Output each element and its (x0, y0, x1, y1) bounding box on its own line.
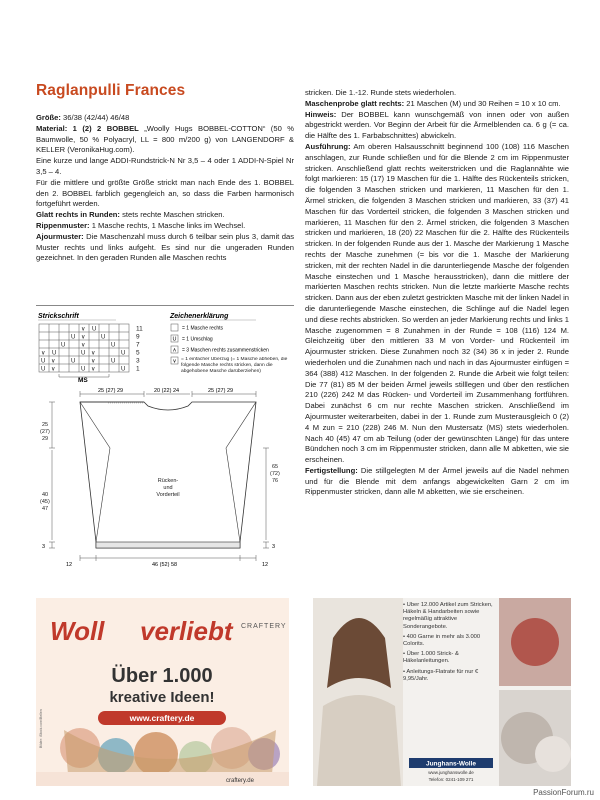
hinweis-label: Hinweis: (305, 109, 337, 119)
svg-text:∨: ∨ (91, 366, 96, 373)
ausfuehrung-label: Ausführung: (305, 141, 351, 151)
needles-text: Eine kurze und lange ADDI-Rundstrick-N Nr 3,5 – 4 oder 1 ADDI-N-Spiel Nr 3,5 – 4. (36, 156, 294, 176)
garment-outline (80, 402, 256, 548)
gauge-label: Maschenprobe glatt rechts: (305, 98, 405, 108)
gauge-text: 21 Maschen (M) und 30 Reihen = 10 x 10 cm. (404, 98, 561, 108)
svg-text:U: U (71, 334, 76, 341)
svg-text:65: 65 (272, 464, 279, 470)
divider (36, 305, 294, 306)
dim-bottom-mid: 46 (52) 58 (152, 562, 178, 568)
svg-text:47: 47 (42, 506, 49, 512)
svg-text:und: und (163, 485, 173, 491)
strickschrift-label: Strickschrift (38, 313, 79, 320)
svg-text:U: U (111, 342, 116, 349)
ausfuehrung-text: Am oberen Halsausschnitt beginnend 100 (108) 116 Maschen anschlagen, zur Runde schließen und für die Blende 2 cm im Rippenmuster stricken. Anschließend glatt rechts weiterstricken und die Raglannähte wie folgt markieren: 15 (17) 19 Maschen für die 1. Hälfte des Rückenteils stricken, die folgenden 3 Maschen stricken und markieren, 11 Maschen für den 1. Ärmel stricken, die folgenden 3 Maschen stricken und markieren, 33 (37) 41 Maschen für das Vorderteil stricken, die folgenden 3 Maschen stricken und markieren, 11 Maschen für den 2. Ärmel stricken, die folgenden 3 Maschen stricken und markieren, 18 (20) 22 Maschen für die 2. Hälfte des Rückenteils stricken. In der folgenden Runde aus der 1. Masche der Markierung 1 Masche rechts der Masche zunehmen (= bis vor die 1. Masche der Markierung stricken, mit der rechten Nadel in die darunterliegende Masche der folgenden Masche einstechen und 1 Masche herausstricken), dann die mittlere der markierten Maschen rechts stricken. Nun die letzte markierte Masche rechts stricken. Dann aus der eben zuletzt gestrickten Masche mit der linken Nadel in die darunterliegende Masche einstechen, die Schlinge auf die Nadel legen und diese rechts abstricken. So werden an jeder Markierung rechts und links 1 Masche zugenommen = 8 Zunahmen in der Runde = 108 (116) 124 M. Gleichzeitig über den mittleren 33 M von Vorder- und Rückenteil im Ajourmuster stricken. Diese Zunahmen noch 32 (34) 36 x in jeder 2. Runde wiederholen und die Zunahmen nach und nach in das Ajourmuster einfügen = 364 (388) 412 Maschen. In der folgenden 2. Runde die Arbeit wie folgt teilen: Die 77 (81) 85 M der beiden Ärmel jeweils stilllegen und über den restlichen 210 (226) 242 M das Rücken- und Vorderteil im Zusammenhang fortführen. Dabei zunächst 6 cm nur rechte Maschen stricken. Anschließend im Ajourmuster weiterarbeiten, dabei in der 1. Runde zum Musterausgleich 0 (2) 4 M zun = 210 (228) 246 M. Nun den Mustersatz (MS) stets wiederholen. Nach 40 (45) 47 cm ab Teilung (oder der gewünschten Länge) für das untere Bündchen noch 3 cm im Rippenmuster stricken, dann alle M abketten, wie sie erscheinen. (305, 141, 569, 465)
legend-item: = 1 einfacher Überzug (= 1 Masche abheben, die folgende Masche rechts stricken, dann die abgehobene Masche darüberziehen) (181, 357, 288, 374)
svg-text:∧: ∧ (172, 347, 177, 354)
dim-top-left: 25 (27) 29 (98, 388, 124, 394)
chart-symbols (41, 327, 125, 373)
craftery-footer: craftery.de (226, 778, 254, 784)
groesse-text: 36/38 (42/44) 46/48 (60, 113, 130, 122)
legend-item: = 1 Masche rechts (182, 325, 223, 332)
svg-text:U: U (61, 342, 66, 349)
rippen-text: 1 Masche rechts, 1 Masche links im Wechsel. (89, 220, 246, 230)
craftery-credit: Bilder: iStock.com/Bellen (39, 709, 43, 748)
left-column (36, 113, 294, 264)
svg-text:76: 76 (272, 478, 279, 484)
junghans-tel: Telefon: 0241-109 271 (428, 777, 474, 782)
svg-text:U: U (101, 334, 106, 341)
svg-text:U: U (41, 366, 46, 373)
junghans-ad[interactable] (313, 598, 571, 786)
junghans-web[interactable]: www.junghanswolle.de (428, 770, 474, 775)
material-text: „Woolly Hugs BOBBEL-COTTON“ (50 % Baumwolle, 50 % Polyacryl, LL = 800 m/200 g) von LANGENDORF & KELLER (VeronikaHug.com). (36, 123, 294, 155)
junghans-bullet: • Über 12.000 Artikel zum Stricken, Häkeln & Handarbeiten sowie regelmäßig attraktive Sonderangebote. (403, 602, 493, 630)
watermark: PassionForum.ru (533, 788, 594, 797)
craftery-big1: Über 1.000 (111, 665, 213, 687)
knitting-chart (36, 310, 294, 382)
pattern-continuation: stricken. Die 1.-12. Runde stets wiederholen. (305, 88, 457, 97)
svg-text:U: U (172, 336, 177, 343)
row-number: 1 (136, 365, 140, 373)
schematic-center-label (156, 478, 179, 498)
junghans-bullet: • Anleitungs-Flatrate für nur € 9,95/Jahr. (403, 668, 479, 682)
row-number: 9 (136, 333, 140, 341)
svg-text:U: U (81, 350, 86, 357)
junghans-bullets (403, 602, 497, 752)
craftery-url[interactable]: www.craftery.de (129, 713, 195, 723)
craftery-brand: CRAFTERY (241, 623, 287, 630)
glatt-text: stets rechte Maschen stricken. (119, 210, 225, 220)
craftery-big2: kreative Ideen! (109, 689, 215, 706)
svg-text:∨: ∨ (51, 366, 56, 373)
svg-text:∨: ∨ (81, 342, 86, 349)
dim-right-mid (270, 464, 280, 484)
fertigstellung-text: Die stillgelegten M der Ärmel jeweils auf die Nadel nehmen und für die Blende mit dem anfangs abgewickelten Garn 2 cm im Rippenmuster stricken, dann alle M abketten, wie sie erscheinen. (305, 465, 569, 497)
dim-top-right: 25 (27) 29 (208, 388, 234, 394)
svg-text:∨: ∨ (81, 326, 86, 333)
groesse-label: Größe: (36, 113, 61, 122)
svg-text:Vorderteil: Vorderteil (156, 492, 180, 498)
svg-text:(72): (72) (270, 471, 280, 477)
dim-left-mid (40, 492, 50, 512)
chart-row-numbers (136, 326, 143, 373)
svg-text:U: U (111, 358, 116, 365)
svg-text:U: U (92, 326, 97, 333)
junghans-art (313, 598, 571, 786)
svg-text:U: U (71, 358, 76, 365)
ajour-text: Die Maschenzahl muss durch 6 teilbar sein plus 3, damit das Muster rechts und links aufgeht. Es sind nur die ungeraden Runden gezeichnet. In den geraden Runden alle Maschen rechts (36, 231, 294, 263)
fertigstellung-label: Fertigstellung: (305, 465, 358, 475)
legend-item: = 1 Umschlag (182, 336, 213, 343)
svg-text:25: 25 (42, 422, 49, 428)
glatt-label: Glatt rechts in Runden: (36, 210, 120, 220)
row-number: 11 (136, 325, 143, 333)
ajour-label: Ajourmuster: (36, 231, 84, 241)
dim-bottom-left: 12 (66, 562, 73, 568)
svg-text:∨: ∨ (172, 358, 177, 365)
svg-text:Rücken-: Rücken- (157, 478, 179, 484)
legend-title: Zeichenerklärung (170, 313, 229, 320)
rippen-label: Rippenmuster: (36, 220, 90, 230)
hinweis-text: Der BOBBEL kann wunschgemäß von innen oder von außen abgestrickt werden. Vor Beginn der Arbeit für die Ärmelblenden ca. 6 g (= ca. die Hälfte des 1. Farbabschnittes) abwickeln. (305, 109, 569, 141)
chart-legend (171, 324, 291, 382)
svg-text:U: U (81, 366, 86, 373)
svg-text:(45): (45) (40, 499, 50, 505)
svg-text:∨: ∨ (41, 350, 46, 357)
dim-left-top (40, 422, 50, 442)
junghans-bullet: • 400 Garne in mehr als 3.000 Colorits. (403, 633, 481, 648)
ribbing-band (96, 542, 240, 548)
dim-left-bottom: 3 (42, 544, 46, 550)
svg-text:40: 40 (42, 492, 49, 498)
svg-text:∨: ∨ (81, 334, 86, 341)
garment-schematic (36, 386, 294, 572)
svg-text:∨: ∨ (91, 358, 96, 365)
svg-text:(27): (27) (40, 429, 50, 435)
svg-text:U: U (121, 350, 126, 357)
junghans-bullet: • Über 1.000 Strick- & Häkelanleitungen. (403, 651, 459, 665)
right-column (305, 88, 569, 498)
page-title: Raglanpulli Frances (36, 82, 186, 99)
svg-text:U: U (121, 366, 126, 373)
row-number: 5 (136, 349, 140, 357)
dim-bottom-right: 12 (262, 562, 269, 568)
bobbel-note: Für die mittlere und größte Größe strickt man nach Ende des 1. BOBBEL den 2. BOBBEL farblich gegengleich an, so dass die Farben harmonisch fortgeführt werden. (36, 177, 294, 209)
row-number: 7 (136, 341, 140, 349)
row-number: 3 (136, 357, 140, 365)
craftery-ad[interactable] (36, 598, 289, 786)
svg-text:∨: ∨ (51, 358, 56, 365)
svg-text:29: 29 (42, 436, 49, 442)
svg-text:U: U (41, 358, 46, 365)
material-label: Material: 1 (2) 2 BOBBEL (36, 123, 139, 133)
craftery-headline-a: Woll (50, 616, 105, 646)
svg-text:∨: ∨ (91, 350, 96, 357)
legend-item: = 3 Maschen rechts zusammenstricken (182, 347, 269, 354)
craftery-art (36, 598, 289, 786)
ms-label: MS (78, 377, 88, 382)
dim-right-bottom: 3 (272, 544, 276, 550)
junghans-logo: Junghans-Wolle (425, 760, 477, 768)
svg-text:U: U (52, 350, 57, 357)
dim-top-mid: 20 (22) 24 (154, 388, 180, 394)
craftery-headline-b: verliebt (140, 616, 233, 646)
